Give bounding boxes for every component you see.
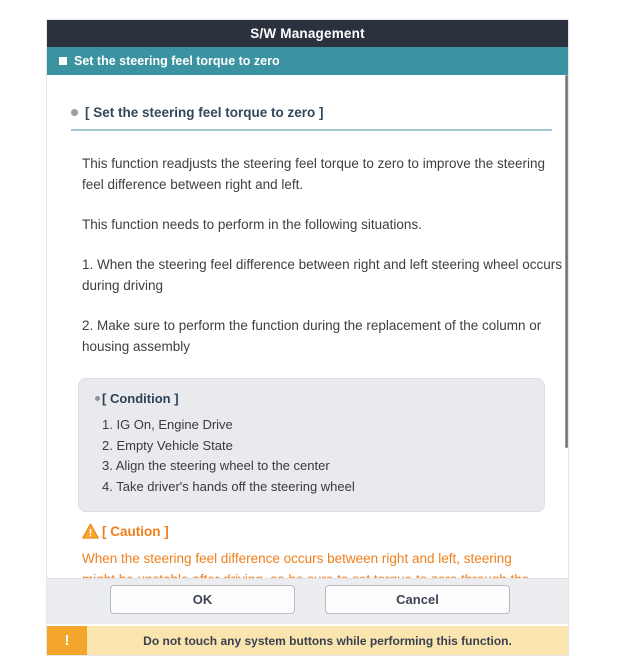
ok-button[interactable]: OK: [110, 585, 295, 614]
caution-heading: [82, 523, 169, 539]
sw-management-window: [47, 20, 568, 655]
condition-title: [95, 391, 528, 406]
situation-item-1: 1. When the steering feel difference between right and left steering wheel occurs during driving: [82, 257, 563, 293]
description-scroll-area: [47, 75, 568, 578]
warning-triangle-icon: [82, 523, 99, 539]
action-button-bar: [47, 578, 568, 624]
cancel-button[interactable]: Cancel: [325, 585, 510, 614]
caution-text-line: When the steering feel difference occurs between right and left, steering: [82, 551, 512, 566]
section-heading-label: [ Set the steering feel torque to zero ]: [85, 105, 324, 120]
caution-title-label: [ Caution ]: [102, 523, 169, 539]
condition-box: [78, 378, 545, 512]
vertical-scrollbar[interactable]: [565, 75, 568, 448]
condition-item: 1. IG On, Engine Drive: [102, 417, 233, 432]
square-bullet-icon: [59, 57, 67, 65]
exclamation-icon: !: [47, 626, 87, 655]
warning-footer: [47, 626, 568, 655]
description-paragraph: This function readjusts the steering feel torque to zero to improve the steering feel difference between right and left.: [82, 156, 546, 192]
function-subheader: [47, 47, 568, 75]
description-paragraph: This function needs to perform in the following situations.: [82, 217, 422, 232]
condition-list: [95, 415, 528, 497]
window-title: S/W Management: [47, 20, 568, 47]
footer-warning-message: Do not touch any system buttons while performing this function.: [87, 626, 568, 655]
condition-title-label: [ Condition ]: [102, 391, 179, 406]
condition-item: 3. Align the steering wheel to the center: [102, 458, 330, 473]
bullet-dot-icon: [71, 109, 78, 116]
condition-item: 4. Take driver's hands off the steering wheel: [102, 478, 355, 494]
function-subheader-label: Set the steering feel torque to zero: [74, 54, 280, 68]
situation-item-2: 2. Make sure to perform the function during the replacement of the column or housing assembly: [82, 318, 542, 354]
condition-item: 2. Empty Vehicle State: [102, 437, 233, 453]
section-heading: [71, 105, 552, 131]
bullet-dot-icon: [95, 396, 100, 401]
